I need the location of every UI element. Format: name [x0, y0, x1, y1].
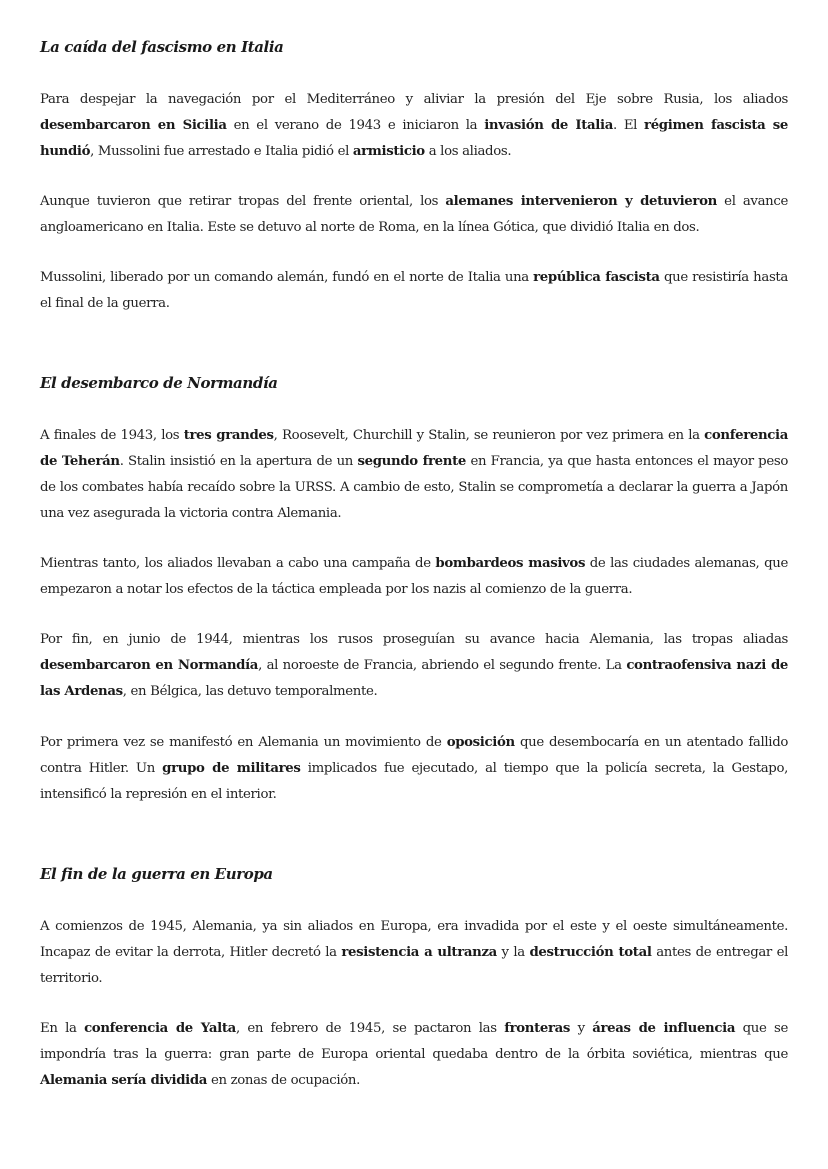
- section-heading-end-of-war-europe: El fin de la guerra en Europa: [40, 865, 273, 883]
- bold-keyword: segundo frente: [357, 454, 466, 469]
- paragraph: A comienzos de 1945, Alemania, ya sin aliados en Europa, era invadida por el este y el oeste simultáneamente. Incapaz de evitar la derrota, Hitler decretó la resistencia a ultranza y la destrucción total antes de entregar el territorio.: [40, 919, 788, 986]
- bold-keyword: bombardeos masivos: [435, 556, 586, 571]
- bold-keyword: grupo de militares: [162, 761, 301, 776]
- paragraph: Mussolini, liberado por un comando alemán, fundó en el norte de Italia una república fascista que resistiría hasta el final de la guerra.: [40, 270, 788, 311]
- paragraph: Aunque tuvieron que retirar tropas del frente oriental, los alemanes intervenieron y detuvieron el avance angloamericano en Italia. Este se detuvo al norte de Roma, en la línea Gótica, que dividió Italia en dos.: [40, 194, 789, 235]
- bold-keyword: contraofensiva nazi de las Ardenas: [40, 658, 789, 699]
- bold-keyword: resistencia a ultranza: [341, 945, 497, 960]
- bold-keyword: fronteras: [504, 1021, 571, 1036]
- bold-keyword: oposición: [446, 735, 515, 750]
- bold-keyword: invasión de Italia: [484, 118, 613, 133]
- bold-keyword: destrucción total: [529, 945, 652, 960]
- bold-keyword: conferencia de Teherán: [40, 428, 789, 469]
- bold-keyword: armisticio: [352, 144, 425, 159]
- paragraph: Por fin, en junio de 1944, mientras los rusos proseguían su avance hacia Alemania, las tropas aliadas desembarcaron en Normandía, al noroeste de Francia, abriendo el segundo frente. La contraofensiva nazi de las Ardenas, en Bélgica, las detuvo temporalmente.: [40, 632, 789, 699]
- bold-keyword: tres grandes: [183, 428, 274, 443]
- bold-keyword: desembarcaron en Sicilia: [40, 118, 227, 133]
- bold-keyword: Alemania sería dividida: [40, 1073, 208, 1088]
- bold-keyword: alemanes intervenieron y detuvieron: [445, 194, 717, 209]
- bold-keyword: áreas de influencia: [592, 1021, 736, 1036]
- section-heading-fascism-italy: La caída del fascismo en Italia: [40, 38, 284, 56]
- bold-keyword: régimen fascista se hundió: [40, 118, 789, 159]
- bold-keyword: república fascista: [533, 270, 660, 285]
- bold-keyword: desembarcaron en Normandía: [40, 658, 259, 673]
- paragraph: Por primera vez se manifestó en Alemania un movimiento de oposición que desembocaría en un atentado fallido contra Hitler. Un grupo de militares implicados fue ejecutado, al tiempo que la policía secreta, la Gestapo, intensificó la represión en el interior.: [40, 735, 789, 802]
- paragraph: Para despejar la navegación por el Mediterráneo y aliviar la presión del Eje sobre Rusia, los aliados desembarcaron en Sicilia en el verano de 1943 e iniciaron la invasión de Italia. El régimen fascista se hundió, Mussolini fue arrestado e Italia pidió el armisticio a los aliados.: [40, 92, 789, 159]
- paragraph: En la conferencia de Yalta, en febrero de 1945, se pactaron las fronteras y áreas de influencia que se impondría tras la guerra: gran parte de Europa oriental quedaba dentro de la órbita soviética, mientras que Alemania sería dividida en zonas de ocupación.: [40, 1021, 788, 1088]
- section-heading-normandy: El desembarco de Normandía: [40, 374, 278, 392]
- paragraph: Mientras tanto, los aliados llevaban a cabo una campaña de bombardeos masivos de las ciudades alemanas, que empezaron a notar los efectos de la táctica empleada por los nazis al comienzo de la guerra.: [40, 556, 788, 597]
- paragraph: A finales de 1943, los tres grandes, Roosevelt, Churchill y Stalin, se reunieron por vez primera en la conferencia de Teherán. Stalin insistió en la apertura de un segundo frente en Francia, ya que hasta entonces el mayor peso de los combates había recaído sobre la URSS. A cambio de esto, Stalin se comprometía a declarar la guerra a Japón una vez asegurada la victoria contra Alemania.: [40, 428, 789, 521]
- bold-keyword: conferencia de Yalta: [84, 1021, 236, 1036]
